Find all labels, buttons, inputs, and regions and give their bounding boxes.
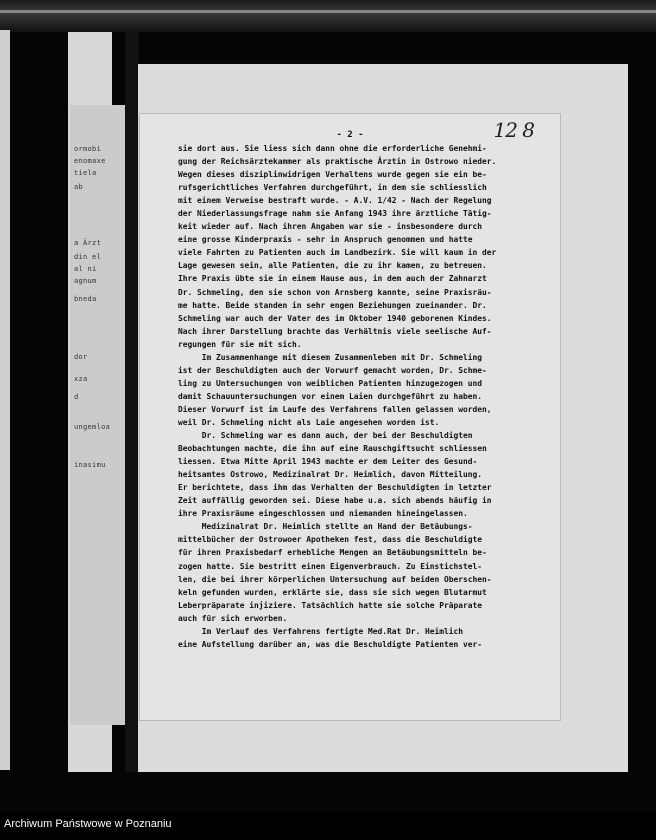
text-line: Wegen dieses disziplinwidrigen Verhaltens wurde gegen sie ein be-	[178, 170, 487, 180]
document-page	[140, 114, 560, 720]
underlying-text-fragment: al ni	[74, 265, 97, 273]
text-line: ist der Beschuldigten auch der Vorwurf gemacht worden, Dr. Schme-	[178, 365, 487, 375]
underlying-text-fragment: tiela	[74, 169, 97, 177]
underlying-text-fragment: inasimu	[74, 461, 106, 469]
text-line: Im Zusammenhange mit diesem Zusammenleben mit Dr. Schmeling	[178, 352, 483, 362]
underlying-text-fragment: din el	[74, 253, 102, 261]
left-film-edge	[0, 30, 10, 770]
page-number: - 2 -	[336, 130, 364, 140]
handwritten-folio-number: 12 8	[493, 118, 534, 142]
text-line: rufsgerichtliches Verfahren durchgeführt, in dem sie schliesslich	[178, 183, 487, 193]
text-line: keit wieder auf. Nach ihren Angaben war sie - insbesondere durch	[178, 222, 483, 232]
text-line: regungen für sie mit sich.	[178, 339, 302, 349]
text-line: zogen hatte. Sie bestritt einen Eigenverbrauch. Zu Einstichstel-	[178, 561, 483, 571]
underlying-text-fragment: a Ärzt	[74, 239, 102, 247]
document-body	[178, 142, 560, 651]
text-line: sie dort aus. Sie liess sich dann ohne die erforderliche Genehmi-	[178, 144, 487, 153]
text-line: Dr. Schmeling, den sie schon von Arnsberg kannte, seine Praxisräu-	[178, 287, 492, 297]
text-line: mit einem Verweise bestraft wurde. - A.V. 1/42 - Nach der Regelung	[178, 196, 492, 206]
text-line: len, die bei ihrer körperlichen Untersuchung auf beiden Oberschen-	[178, 574, 492, 584]
text-line: eine Aufstellung darüber an, was die Beschuldigte Patienten ver-	[178, 639, 483, 649]
text-line: der Niederlassungsfrage nahm sie Anfang 1943 ihre ärztliche Tätig-	[178, 209, 492, 219]
underlying-text-fragment: d	[74, 393, 79, 401]
text-line: Dieser Vorwurf ist im Laufe des Verfahrens fallen gelassen worden,	[178, 404, 492, 414]
text-line: Leberpräparate injiziere. Tatsächlich hatte sie solche Präparate	[178, 600, 483, 610]
text-line: Er berichtete, dass ihm das Verhalten der Beschuldigten in letzter	[178, 483, 492, 493]
text-line: Nach ihrer Darstellung brachte das Verhältnis viele seelische Auf-	[178, 326, 492, 336]
underlying-text-fragment: bneda	[74, 295, 97, 303]
text-line: Dr. Schmeling war es dann auch, der bei der Beschuldigten	[178, 431, 473, 441]
underlying-text-fragment: ungemloa	[74, 423, 111, 431]
text-line: keln gefunden wurden, erklärte sie, dass sie sich wegen Blutarmut	[178, 587, 487, 597]
text-line: auch für sich erworben.	[178, 613, 288, 623]
text-line: damit Schauuntersuchungen vor einem Laien durchgeführt zu haben.	[178, 391, 483, 401]
text-line: Schmeling war auch der Vater des im Oktober 1940 geborenen Kindes.	[178, 313, 492, 323]
text-line: ling zu Untersuchungen von weiblichen Patienten hinzugezogen und	[178, 378, 483, 388]
text-line: Ihre Praxis übte sie in einem Hause aus, in dem auch der Zahnarzt	[178, 274, 487, 284]
text-line: heitsamtes Ostrowo, Medizinalrat Dr. Heimlich, davon Mitteilung.	[178, 470, 483, 480]
text-line: mittelbücher der Ostrowoer Apotheken fest, dass die Beschuldigte	[178, 535, 483, 545]
binding-shadow	[125, 32, 139, 772]
text-line: me hatte. Beide standen in sehr engen Beziehungen zueinander. Dr.	[178, 300, 487, 310]
underlying-text-fragment: ab	[74, 183, 84, 191]
film-top-strip	[0, 0, 656, 32]
text-line: Medizinalrat Dr. Heimlich stellte an Hand der Betäubungs-	[178, 522, 473, 532]
underlying-text-fragment: dor	[74, 353, 88, 361]
text-line: gung der Reichsärztekammer als praktische Ärztin in Ostrowo nieder.	[178, 157, 497, 167]
archive-footer	[0, 812, 656, 840]
text-line: ihre Praxisräume eingeschlossen und niemanden hineingelassen.	[178, 509, 468, 519]
text-line: Zeit auffällig geworden sei. Diese habe u.a. sich abends häufig in	[178, 496, 492, 506]
text-line: viele Fahrten zu Patienten auch im Landbezirk. Sie will kaum in der	[178, 248, 497, 258]
text-line: Beobachtungen machte, die ihn auf eine Rauschgiftsucht schliessen	[178, 444, 487, 454]
underlying-text-fragment: enomaxe	[74, 157, 106, 165]
underlying-text-fragment: xza	[74, 375, 88, 383]
text-line: weil Dr. Schmeling nicht als Laie angesehen worden ist.	[178, 417, 440, 427]
text-line: für ihren Praxisbedarf erhebliche Mengen an Betäubungsmitteln be-	[178, 548, 487, 558]
underlying-text-fragment: ormobi	[74, 145, 102, 153]
text-line: Lage gewesen sein, alle Patienten, die zu ihr kamen, zu betreuen.	[178, 261, 487, 271]
underlying-text-fragment: agnum	[74, 277, 97, 285]
text-line: eine grosse Kinderpraxis - sehr in Anspruch genommen und hatte	[178, 235, 473, 245]
text-line: liessen. Etwa Mitte April 1943 machte er dem Leiter des Gesund-	[178, 457, 478, 467]
text-line: Im Verlauf des Verfahrens fertigte Med.Rat Dr. Heimlich	[178, 626, 464, 636]
archive-label: Archiwum Państwowe w Poznaniu	[4, 818, 172, 830]
